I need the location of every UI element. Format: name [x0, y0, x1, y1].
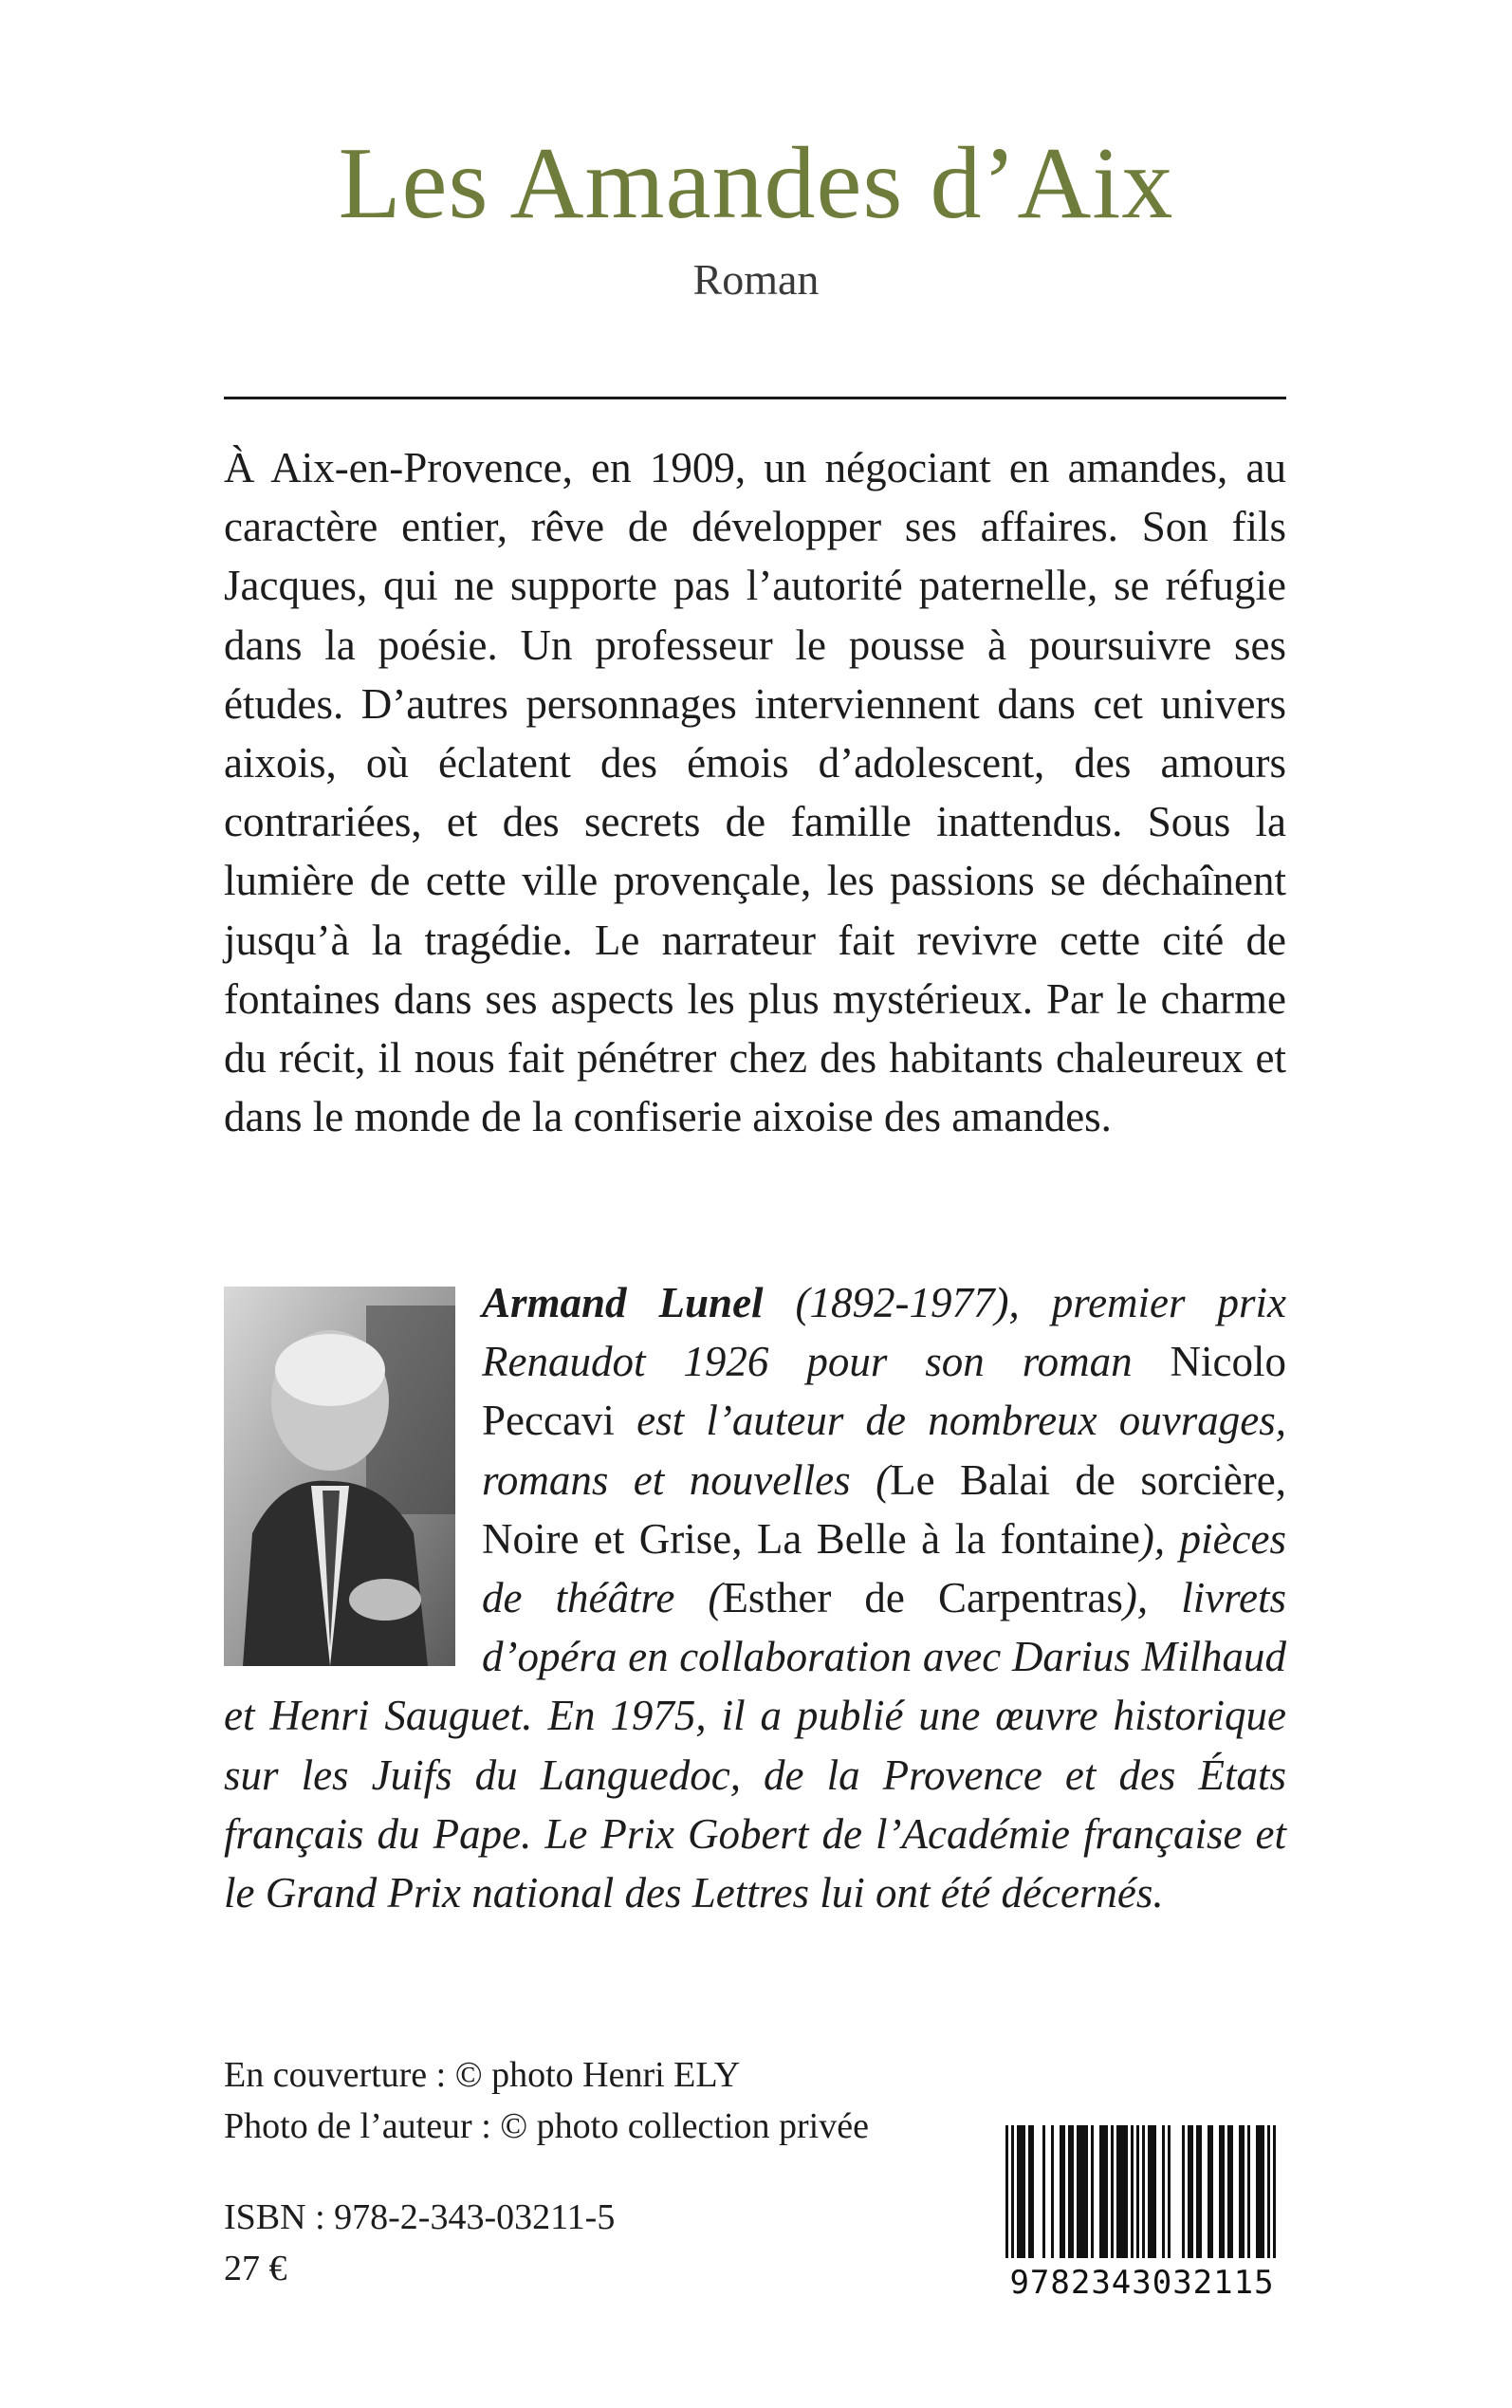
barcode-bar [1071, 2125, 1074, 2258]
barcode-bar [1091, 2125, 1094, 2258]
barcode-digits: 9782343032115 [1009, 2264, 1275, 2302]
barcode-bar [1111, 2125, 1114, 2258]
barcode-bar [1011, 2125, 1014, 2258]
barcode-bar [1168, 2125, 1171, 2258]
bio-work-2: Le Balai de sorcière, Noire et Grise, La Belle à la fontaine [482, 1455, 1286, 1563]
barcode-bar [1068, 2125, 1071, 2258]
barcode-bar [1142, 2125, 1145, 2258]
barcode-bar [1188, 2125, 1190, 2258]
barcode-bar [1079, 2125, 1082, 2258]
barcode-bar [1116, 2125, 1119, 2258]
barcode-bar [1227, 2125, 1230, 2258]
price-label: 27 € [224, 2249, 287, 2288]
barcode-bar [1151, 2125, 1153, 2258]
bio-work-3: Esther de Carpentras [722, 1574, 1123, 1622]
book-blurb: À Aix-en-Provence, en 1909, un négociant en amandes, au caractère entier, rêve de développer ses affaires. Son fils Jacques, qui ne supporte pas l’autorité paternelle, se réfugie dans la poésie. Un professeur le pousse à poursuivre ses études. D’autres personnages interviennent dans cet univers aixois, où éclatent des émois d’adolescent, des amours contrariées, et des secrets de famille inattendus. Sous la lumière de cette ville provençale, les passions se déchaînent jusqu’à la tragédie. Le narrateur fait revivre cette cité de fontaines dans ses aspects les plus mystérieux. Par le charme du récit, il nous fait pénétrer chez des habitants chaleureux et dans le monde de la confiserie aixoise des amandes. [224, 444, 1286, 1141]
bio-text-1: (1892-1977), premier prix Renaudot 1926 pour son roman [482, 1279, 1286, 1386]
barcode-bar [1199, 2125, 1202, 2258]
barcode-bar [1042, 2125, 1045, 2258]
barcode-bars [992, 2121, 1292, 2264]
barcode-bar [1239, 2125, 1242, 2258]
barcode [992, 2121, 1292, 2311]
barcode-bar [1028, 2125, 1031, 2258]
author-name: Armand Lunel [482, 1279, 764, 1326]
author-portrait-image [224, 1287, 455, 1666]
photo-credits [224, 2049, 869, 2152]
barcode-bar [1031, 2125, 1034, 2258]
barcode-bar [1119, 2125, 1122, 2258]
author-photo-credit: Photo de l’auteur : © photo collection privée [224, 2106, 869, 2146]
barcode-bar [1062, 2125, 1065, 2258]
barcode-bar [1148, 2125, 1151, 2258]
barcode-bar [1273, 2125, 1276, 2258]
barcode-bar [1131, 2125, 1134, 2258]
barcode-bar [1208, 2125, 1210, 2258]
cover-credit: En couverture : © photo Henri ELY [224, 2055, 741, 2095]
barcode-bar [1153, 2125, 1156, 2258]
barcode-bar [1230, 2125, 1233, 2258]
barcode-bar [1077, 2125, 1079, 2258]
barcode-bar [1256, 2125, 1259, 2258]
barcode-bar [1242, 2125, 1245, 2258]
barcode-bar [1222, 2125, 1225, 2258]
barcode-bar [1005, 2125, 1008, 2258]
isbn-label: ISBN : 978-2-343-03211-5 [224, 2197, 616, 2237]
book-genre: Roman [692, 255, 820, 304]
barcode-bar [1247, 2125, 1250, 2258]
bio-text-2: est l’auteur de nombreux ouvrages, romans et nouvelles ( [482, 1397, 1286, 1504]
bio-text-3: ), pièces de théâtre ( [482, 1514, 1286, 1622]
barcode-bar [1060, 2125, 1062, 2258]
bio-work-1: Nicolo Peccavi [482, 1338, 1286, 1445]
barcode-bar [1051, 2125, 1054, 2258]
barcode-bar [1125, 2125, 1128, 2258]
barcode-bar [1262, 2125, 1264, 2258]
barcode-bar [1259, 2125, 1262, 2258]
barcode-bar [1190, 2125, 1193, 2258]
barcode-bar [1105, 2125, 1108, 2258]
barcode-bar [1267, 2125, 1270, 2258]
barcode-bar [1102, 2125, 1105, 2258]
author-bio [224, 1273, 1286, 1922]
barcode-bar [1219, 2125, 1222, 2258]
barcode-bar [1122, 2125, 1125, 2258]
barcode-bar [1182, 2125, 1185, 2258]
barcode-bar [1017, 2125, 1020, 2258]
barcode-bar [1162, 2125, 1165, 2258]
barcode-bar [1082, 2125, 1085, 2258]
bio-text-4: ), livrets d’opéra en collaboration avec Darius Milhaud et Henri Sauguet. En 1975, il a publié une œuvre historique sur les Juifs du Languedoc, de la Provence et des États français du Pape. Le Prix Gobert de l’Académie française et le Grand Prix national des Lettres lui ont été décernés. [224, 1574, 1286, 1917]
barcode-bar [1085, 2125, 1088, 2258]
barcode-bar [1136, 2125, 1139, 2258]
barcode-bar [1210, 2125, 1213, 2258]
barcode-bar [1099, 2125, 1102, 2258]
divider-rule [224, 397, 1286, 399]
book-title: Les Amandes d’Aix [338, 127, 1174, 240]
barcode-bar [1023, 2125, 1025, 2258]
barcode-bar [1196, 2125, 1199, 2258]
author-photo [224, 1287, 455, 1666]
barcode-bar [1020, 2125, 1023, 2258]
